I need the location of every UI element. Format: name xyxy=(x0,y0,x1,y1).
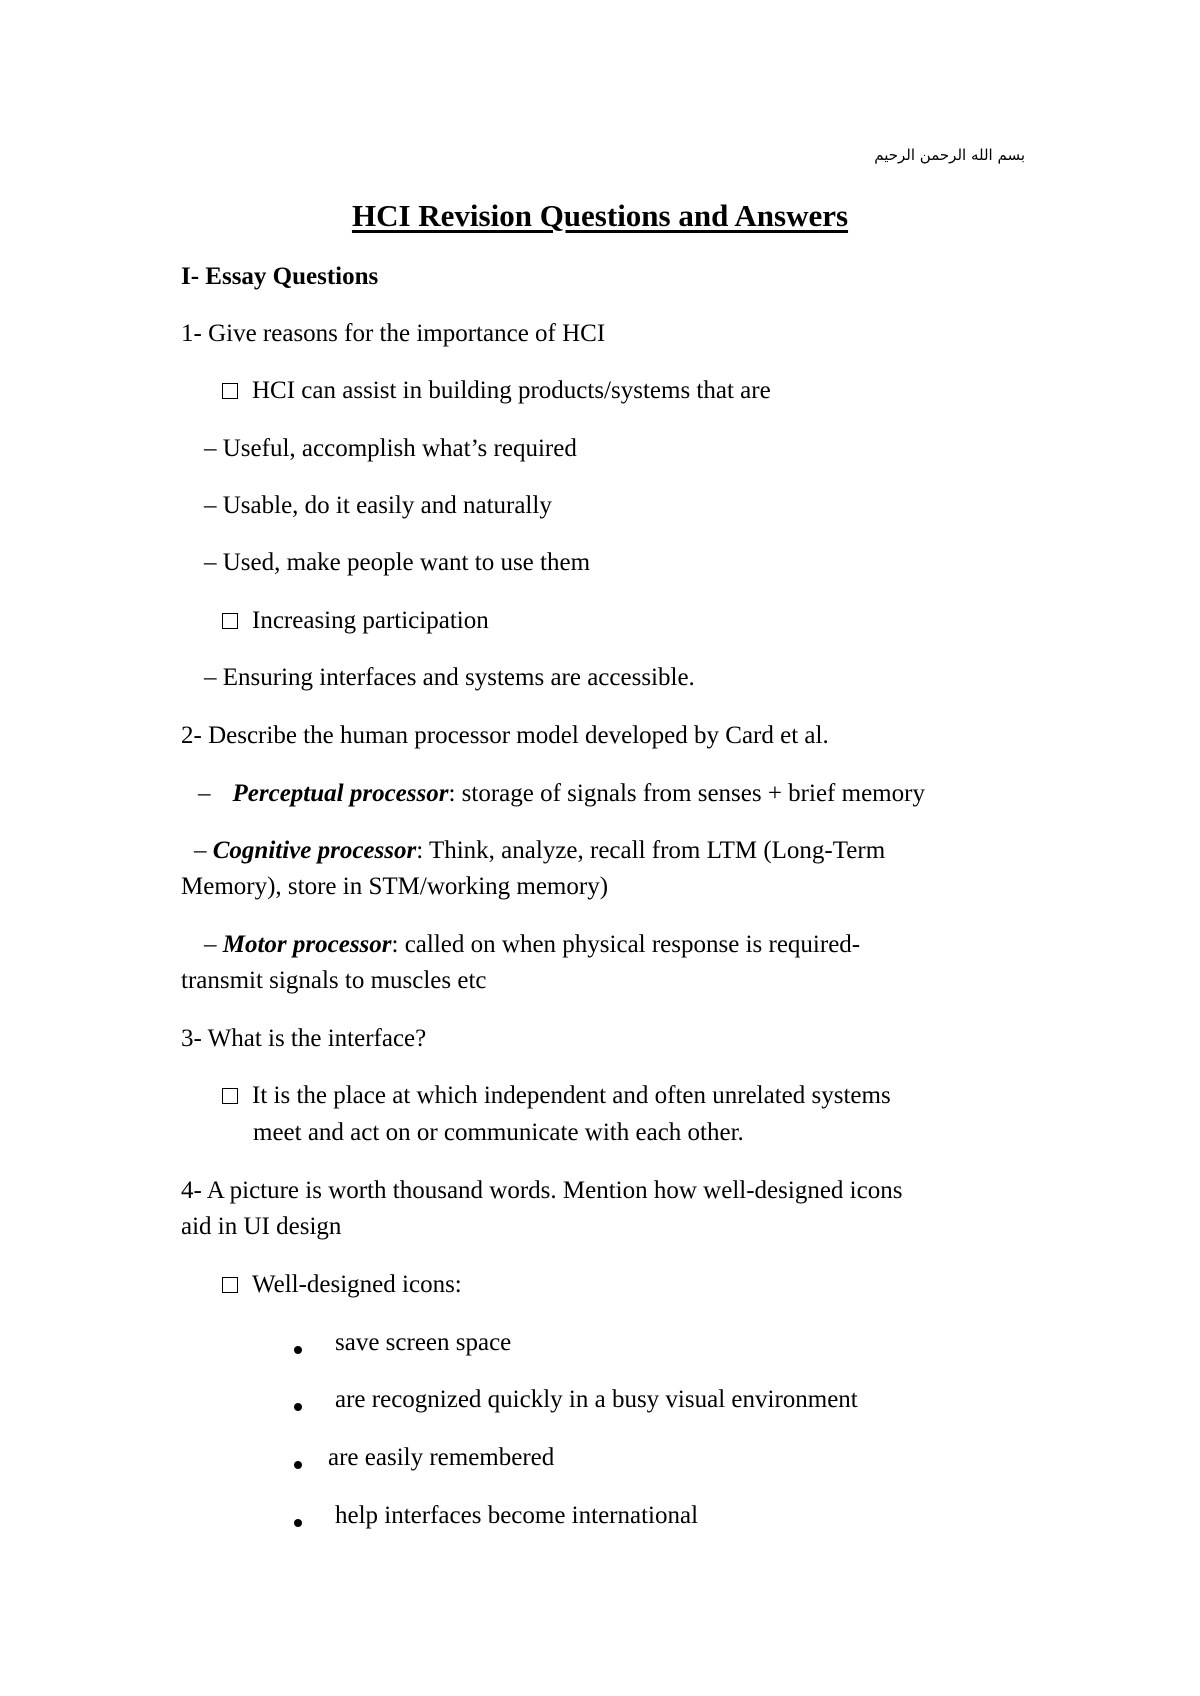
checkbox-icon xyxy=(222,613,238,629)
perceptual-dash: – xyxy=(198,780,211,807)
motor-processor-desc: : called on when physical response is required- xyxy=(391,931,861,958)
q1-point-1-text: HCI can assist in building products/systems that are xyxy=(252,377,771,404)
perceptual-processor-term: Perceptual processor xyxy=(232,780,449,807)
bullet-icon xyxy=(294,1403,302,1411)
checkbox-icon xyxy=(222,383,238,399)
q4-bullet-2: are recognized quickly in a busy visual environment xyxy=(335,1386,858,1413)
q4-point-text: Well-designed icons: xyxy=(252,1271,462,1298)
q1-point-2-text: Increasing participation xyxy=(252,607,489,634)
q1-sub-3: – Used, make people want to use them xyxy=(204,549,591,576)
cognitive-processor-term: Cognitive processor xyxy=(212,837,417,864)
q3-answer-line-1: It is the place at which independent and often unrelated systems xyxy=(252,1082,891,1109)
bullet-icon xyxy=(294,1461,302,1469)
cognitive-processor-desc-cont: Memory), store in STM/working memory) xyxy=(181,873,609,900)
q1-point-1 xyxy=(222,376,771,406)
motor-processor-desc-cont: transmit signals to muscles etc xyxy=(181,967,487,994)
cognitive-dash: – xyxy=(194,837,213,864)
bullet-icon xyxy=(294,1519,302,1527)
section-heading: I- Essay Questions xyxy=(181,263,379,290)
page-title: HCI Revision Questions and Answers xyxy=(351,198,849,233)
cognitive-processor-item xyxy=(194,836,885,866)
perceptual-processor-desc: : storage of signals from senses + brief memory xyxy=(448,780,925,807)
q3-answer xyxy=(222,1081,891,1111)
question-3: 3- What is the interface? xyxy=(181,1025,427,1052)
question-4: 4- A picture is worth thousand words. Mention how well-designed icons xyxy=(181,1177,903,1204)
question-1: 1- Give reasons for the importance of HCI xyxy=(181,320,606,347)
question-4-cont: aid in UI design xyxy=(181,1213,342,1240)
motor-dash: – xyxy=(204,931,223,958)
q4-point xyxy=(222,1270,462,1300)
q1-point-2 xyxy=(222,606,489,636)
q4-bullet-4: help interfaces become international xyxy=(335,1502,699,1529)
cognitive-processor-desc: : Think, analyze, recall from LTM (Long-Term xyxy=(416,837,886,864)
bullet-icon xyxy=(294,1346,302,1354)
checkbox-icon xyxy=(222,1277,238,1293)
q1-sub-4: – Ensuring interfaces and systems are accessible. xyxy=(204,664,695,691)
q1-sub-2: – Usable, do it easily and naturally xyxy=(204,492,552,519)
motor-processor-term: Motor processor xyxy=(222,931,392,958)
q4-bullet-1: save screen space xyxy=(335,1329,512,1356)
perceptual-processor-item xyxy=(198,779,925,809)
q3-answer-line-2: meet and act on or communicate with each other. xyxy=(253,1119,744,1146)
checkbox-icon xyxy=(222,1088,238,1104)
q1-sub-1: – Useful, accomplish what’s required xyxy=(204,435,577,462)
motor-processor-item xyxy=(204,930,860,960)
bismillah-text: بسم الله الرحمن الرحيم xyxy=(874,146,1025,164)
q4-bullet-3: are easily remembered xyxy=(328,1444,555,1471)
question-2: 2- Describe the human processor model developed by Card et al. xyxy=(181,722,829,749)
